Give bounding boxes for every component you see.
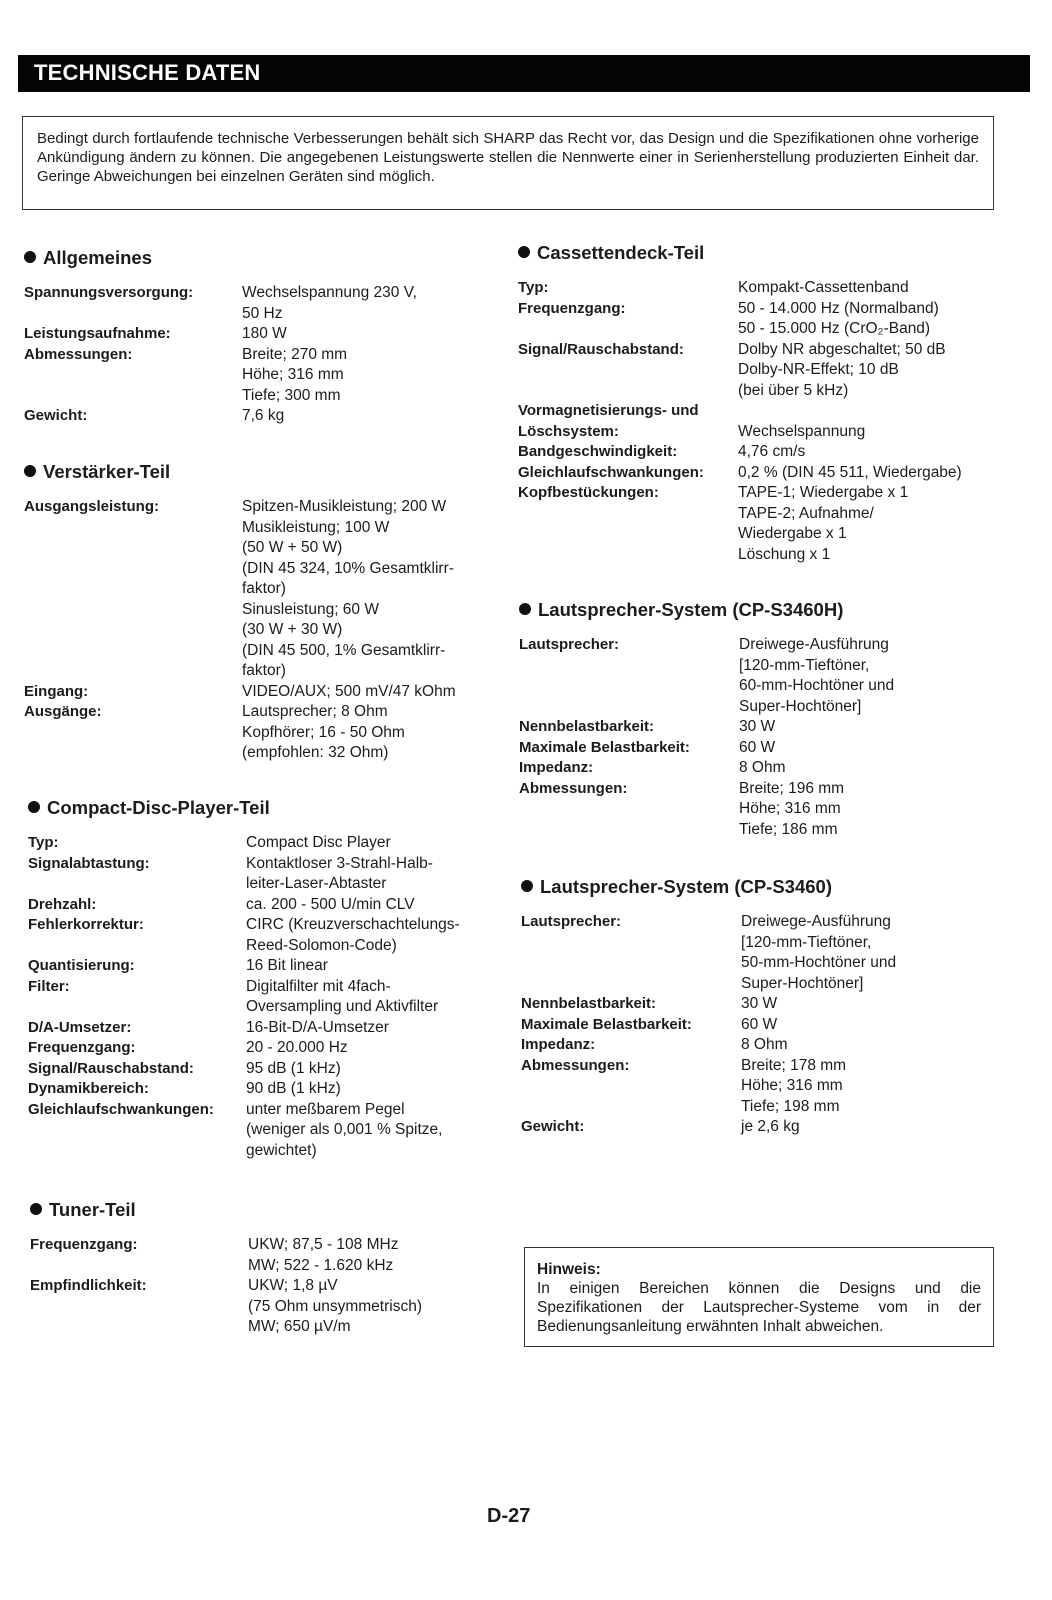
bullet-icon [521, 880, 533, 892]
spec-value: Dolby NR abgeschaltet; 50 dB Dolby-NR-Effekt; 10 dB (bei über 5 kHz) [738, 340, 946, 399]
spec-row [518, 463, 1018, 484]
spec-value: Kontaktloser 3-Strahl-Halb- leiter-Laser-Abtaster [246, 854, 433, 892]
spec-label: Lautsprecher: [521, 913, 622, 930]
spec-label: Frequenzgang: [518, 299, 626, 317]
spec-row [24, 406, 494, 427]
spec-value: UKW; 1,8 µV (75 Ohm unsymmetrisch) MW; 650 µV/m [248, 1277, 422, 1335]
bullet-icon [519, 603, 531, 615]
spec-value: 16 Bit linear [246, 957, 328, 974]
spec-row [519, 758, 1019, 779]
spec-label: Eingang: [24, 682, 89, 700]
spec-row [24, 497, 494, 682]
section-title-text: Lautsprecher-System (CP-S3460H) [538, 599, 844, 620]
spec-row [28, 854, 498, 895]
spec-label: Signal/Rauschabstand: [518, 340, 684, 358]
spec-row [28, 915, 498, 956]
spec-value: Dreiwege-Ausführung [120-mm-Tieftöner, 50-mm-Hochtöner und Super-Hochtöner] [741, 913, 897, 992]
spec-section [521, 876, 1021, 1138]
bullet-icon [24, 465, 36, 477]
spec-value: je 2,6 kg [741, 1118, 800, 1135]
spec-label: Impedanz: [521, 1036, 596, 1053]
spec-label: Abmessungen: [521, 1056, 630, 1074]
notice-box: Bedingt durch fortlaufende technische Verbesserungen behält sich SHARP das Recht vor, das Design und die Spezifikationen ohne vorherige Ankündigung ändern zu können. Die angegebenen Leistungswerte stellen die Nennwerte einer in Serienherstellung produzierten Einheit dar. Geringe Abweichungen bei einzelnen Geräten sind möglich. [22, 116, 994, 210]
section-title-text: Lautsprecher-System (CP-S3460) [540, 876, 832, 897]
spec-value: 16-Bit-D/A-Umsetzer [246, 1018, 389, 1036]
spec-label: Gleichlaufschwankungen: [28, 1100, 214, 1118]
spec-value: Compact Disc Player [246, 834, 391, 851]
spec-label: Ausgangsleistung: [24, 498, 160, 515]
spec-row [518, 299, 1018, 340]
spec-label: D/A-Umsetzer: [28, 1018, 132, 1036]
bullet-icon [24, 251, 36, 263]
spec-label: Typ: [518, 279, 549, 296]
spec-value: Lautsprecher; 8 Ohm Kopfhörer; 16 - 50 Ohm (empfohlen: 32 Ohm) [242, 703, 405, 761]
spec-label: Quantisierung: [28, 957, 135, 974]
spec-value: Wechselspannung 230 V, 50 Hz [242, 284, 417, 322]
spec-label: Leistungsaufnahme: [24, 325, 171, 342]
section-title-text: Cassettendeck-Teil [537, 242, 705, 263]
spec-row [519, 635, 1019, 717]
hinweis-text: In einigen Bereichen können die Designs und die Spezifikationen der Lautsprecher-Systeme vom in der Bedienungsanleitung erwähnten Inhalt abweichen. [537, 1280, 981, 1335]
spec-row [28, 977, 498, 1018]
spec-label: Gewicht: [521, 1118, 585, 1135]
spec-row [521, 1015, 1021, 1036]
section-title [30, 1199, 500, 1221]
section-title [24, 247, 494, 269]
spec-label: Frequenzgang: [30, 1236, 138, 1253]
spec-row [519, 717, 1019, 738]
header-bar [18, 55, 1030, 92]
spec-value: Digitalfilter mit 4fach- Oversampling und Aktivfilter [246, 977, 439, 1015]
spec-section [518, 242, 1018, 565]
section-title-text: Compact-Disc-Player-Teil [47, 797, 270, 818]
spec-label: Nennbelastbarkeit: [519, 718, 655, 735]
spec-row [24, 324, 494, 345]
spec-value: Breite; 270 mm Höhe; 316 mm Tiefe; 300 mm [242, 345, 348, 404]
spec-row [28, 1059, 498, 1080]
spec-row [28, 956, 498, 977]
spec-value: 50 - 14.000 Hz (Normalband) 50 - 15.000 Hz (CrO₂-Band) [738, 299, 939, 337]
spec-row [24, 702, 494, 764]
spec-value: 60 W [741, 1015, 778, 1033]
spec-label: Löschsystem: [518, 422, 619, 440]
spec-value: 90 dB (1 kHz) [246, 1080, 341, 1097]
spec-label: Gewicht: [24, 407, 88, 424]
spec-label: Signalabtastung: [28, 854, 150, 872]
spec-row [518, 401, 1018, 422]
spec-row [519, 779, 1019, 841]
spec-value: ca. 200 - 500 U/min CLV [246, 895, 415, 913]
hinweis-title: Hinweis: [537, 1261, 601, 1278]
spec-row [518, 422, 1018, 443]
spec-row [24, 345, 494, 407]
spec-value: VIDEO/AUX; 500 mV/47 kOhm [242, 682, 456, 700]
spec-label: Filter: [28, 977, 70, 995]
spec-row [30, 1235, 500, 1276]
spec-label: Fehlerkorrektur: [28, 916, 144, 933]
spec-row [521, 1117, 1021, 1138]
spec-row [518, 340, 1018, 402]
bullet-icon [28, 801, 40, 813]
spec-value: Kompakt-Cassettenband [738, 279, 909, 296]
spec-value: 7,6 kg [242, 407, 285, 424]
spec-label: Dynamikbereich: [28, 1080, 149, 1097]
section-title [24, 461, 494, 483]
spec-section [24, 247, 494, 427]
spec-label: Bandgeschwindigkeit: [518, 443, 678, 460]
spec-label: Maximale Belastbarkeit: [521, 1015, 692, 1033]
spec-row [519, 738, 1019, 759]
spec-label: Abmessungen: [24, 345, 133, 363]
spec-row [28, 1100, 498, 1162]
spec-label: Abmessungen: [519, 779, 628, 797]
section-title [521, 876, 1021, 898]
spec-row [28, 1079, 498, 1100]
section-title-text: Allgemeines [43, 247, 152, 268]
spec-label: Lautsprecher: [519, 636, 620, 653]
section-title [518, 242, 1018, 264]
spec-row [521, 1056, 1021, 1118]
spec-label: Signal/Rauschabstand: [28, 1059, 194, 1077]
spec-value: TAPE-1; Wiedergabe x 1 TAPE-2; Aufnahme/ Wiedergabe x 1 Löschung x 1 [738, 484, 909, 563]
page-title: TECHNISCHE DATEN [34, 60, 261, 85]
spec-value: Spitzen-Musikleistung; 200 W Musikleistung; 100 W (50 W + 50 W) (DIN 45 324, 10% Gesamtklirr- faktor) Sinusleistung; 60 W (30 W + 30 W) (DIN 45 500, 1% Gesamtklirr- faktor) [242, 498, 454, 679]
spec-value: Wechselspannung [738, 422, 866, 440]
bullet-icon [30, 1203, 42, 1215]
spec-value: 95 dB (1 kHz) [246, 1059, 341, 1077]
spec-row [30, 1276, 500, 1338]
spec-row [28, 1038, 498, 1059]
spec-row [518, 483, 1018, 565]
spec-label: Maximale Belastbarkeit: [519, 738, 690, 756]
spec-value: 30 W [739, 718, 776, 735]
spec-value: Breite; 196 mm Höhe; 316 mm Tiefe; 186 mm [739, 779, 845, 838]
section-title-text: Verstärker-Teil [43, 461, 171, 482]
spec-label: Gleichlaufschwankungen: [518, 463, 704, 481]
page-number: D-27 [487, 1505, 531, 1527]
spec-label: Typ: [28, 834, 59, 851]
section-title [519, 599, 1019, 621]
spec-value: 8 Ohm [741, 1036, 788, 1053]
spec-value: 30 W [741, 995, 778, 1012]
spec-value: 20 - 20.000 Hz [246, 1039, 348, 1056]
spec-row [28, 895, 498, 916]
spec-row [521, 994, 1021, 1015]
spec-value: Breite; 178 mm Höhe; 316 mm Tiefe; 198 mm [741, 1056, 847, 1115]
spec-label: Kopfbestückungen: [518, 484, 659, 501]
spec-row [24, 682, 494, 703]
spec-label: Impedanz: [519, 759, 594, 776]
spec-row [28, 833, 498, 854]
spec-value: UKW; 87,5 - 108 MHz MW; 522 - 1.620 kHz [248, 1236, 399, 1274]
spec-value: unter meßbarem Pegel (weniger als 0,001 % Spitze, gewichtet) [246, 1100, 443, 1159]
spec-section [519, 599, 1019, 840]
hinweis-box [524, 1247, 994, 1347]
spec-value: 60 W [739, 738, 776, 756]
spec-row [28, 1018, 498, 1039]
spec-label: Ausgänge: [24, 703, 102, 720]
spec-label: Frequenzgang: [28, 1039, 136, 1056]
spec-row [518, 278, 1018, 299]
spec-value: 180 W [242, 325, 287, 342]
spec-row [518, 442, 1018, 463]
spec-label: Drehzahl: [28, 895, 97, 913]
spec-value: 0,2 % (DIN 45 511, Wiedergabe) [738, 463, 962, 481]
spec-row [24, 283, 494, 324]
spec-section [24, 461, 494, 764]
spec-section [28, 797, 498, 1161]
spec-label: Empfindlichkeit: [30, 1277, 147, 1294]
spec-value: CIRC (Kreuzverschachtelungs- Reed-Solomon-Code) [246, 916, 460, 954]
spec-label: Vormagnetisierungs- und [518, 402, 699, 419]
spec-value: 8 Ohm [739, 759, 786, 776]
bullet-icon [518, 246, 530, 258]
spec-label: Spannungsversorgung: [24, 284, 194, 301]
spec-section [30, 1199, 500, 1338]
spec-row [521, 1035, 1021, 1056]
spec-value: Dreiwege-Ausführung [120-mm-Tieftöner, 60-mm-Hochtöner und Super-Hochtöner] [739, 636, 895, 715]
spec-row [521, 912, 1021, 994]
section-title-text: Tuner-Teil [49, 1199, 136, 1220]
spec-label: Nennbelastbarkeit: [521, 995, 657, 1012]
spec-value: 4,76 cm/s [738, 443, 806, 460]
section-title [28, 797, 498, 819]
